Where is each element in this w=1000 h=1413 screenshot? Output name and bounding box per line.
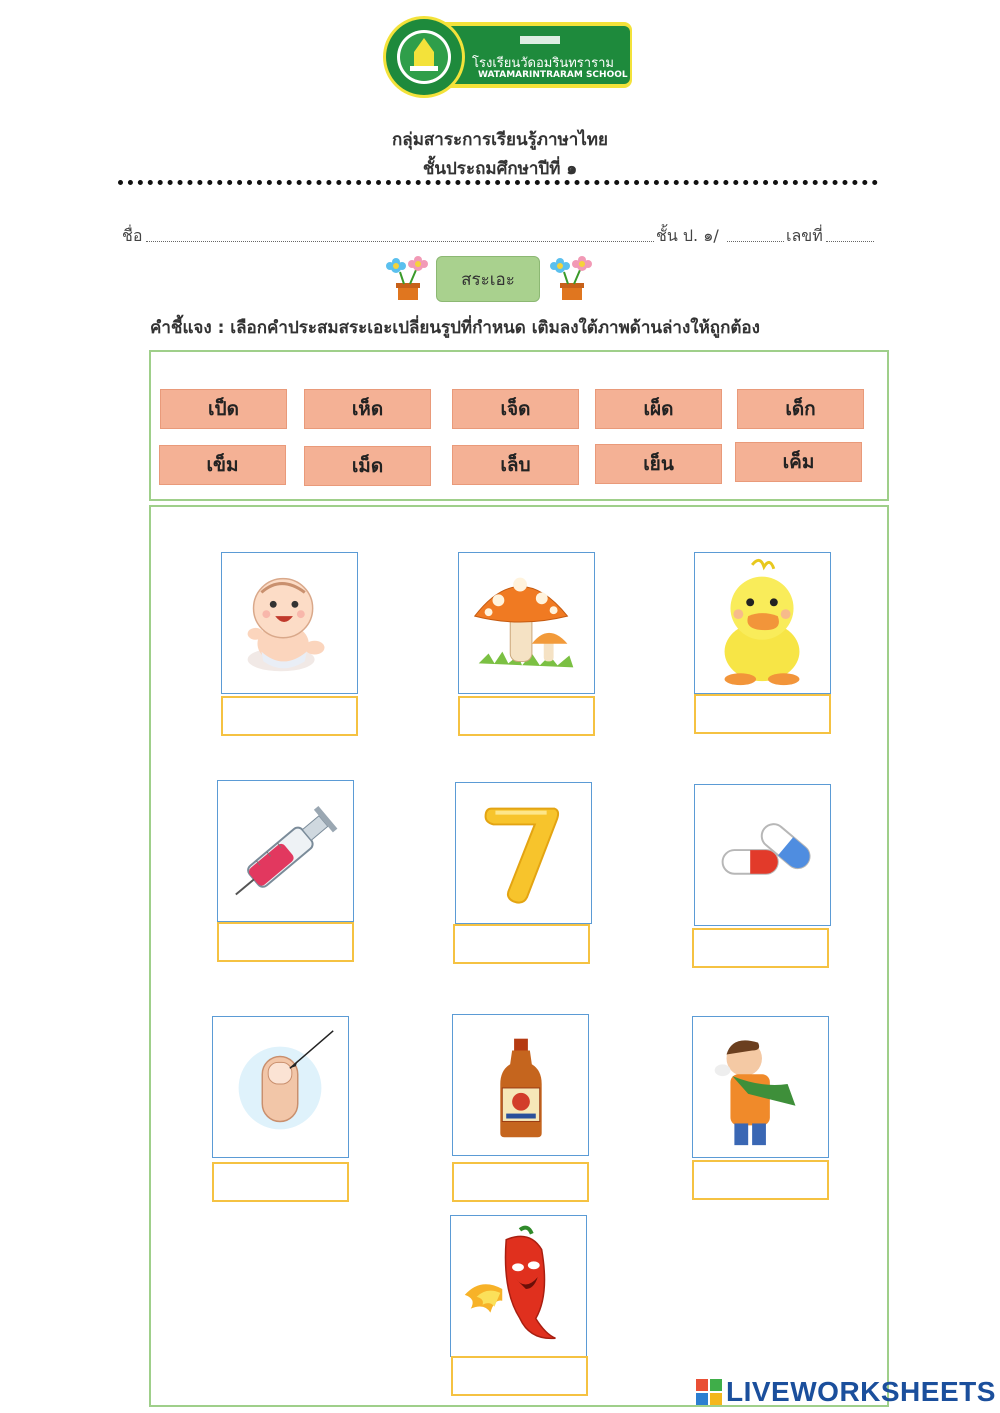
number-blank[interactable] bbox=[826, 241, 874, 242]
school-logo bbox=[380, 14, 636, 100]
number-label: เลขที่ bbox=[786, 226, 823, 245]
answer-box[interactable] bbox=[451, 1356, 588, 1396]
syringe-picture bbox=[217, 780, 354, 922]
subject-title: กลุ่มสาระการเรียนรู้ภาษาไทย bbox=[392, 130, 608, 150]
word-chip[interactable]: เจ็ด bbox=[452, 389, 579, 429]
word-chip[interactable]: เห็ด bbox=[304, 389, 431, 429]
instruction-text: คำชี้แจง : เลือกคำประสมสระเอะเปลี่ยนรูปที่กำหนด เติมลงใต้ภาพด้านล่างให้ถูกต้อง bbox=[150, 318, 760, 338]
topic-title-button: สระเอะ bbox=[436, 256, 540, 302]
word-chip[interactable]: เย็น bbox=[595, 444, 722, 484]
cold-person-picture bbox=[692, 1016, 829, 1158]
word-bank-panel bbox=[149, 350, 889, 501]
fish-sauce-bottle-picture bbox=[452, 1014, 589, 1156]
answer-box[interactable] bbox=[692, 928, 829, 968]
flower-pot-icon bbox=[382, 256, 432, 302]
word-chip[interactable]: เข็ม bbox=[159, 445, 286, 485]
watermark-text: LIVEWORKSHEETS bbox=[726, 1376, 996, 1407]
answer-box[interactable] bbox=[458, 696, 595, 736]
answer-box[interactable] bbox=[694, 694, 831, 734]
liveworksheets-watermark bbox=[696, 1376, 996, 1408]
word-chip[interactable]: เค็ม bbox=[735, 442, 862, 482]
word-chip[interactable]: เผ็ด bbox=[595, 389, 722, 429]
school-name-english: WATAMARINTRARAM SCHOOL bbox=[478, 70, 628, 80]
class-label: ชั้น ป. ๑/ bbox=[656, 226, 719, 245]
name-label: ชื่อ bbox=[122, 226, 143, 245]
name-blank[interactable] bbox=[146, 241, 654, 242]
answer-box[interactable] bbox=[453, 924, 590, 964]
answer-box[interactable] bbox=[452, 1162, 589, 1202]
pill-picture bbox=[694, 784, 831, 926]
word-chip[interactable]: เม็ด bbox=[304, 446, 431, 486]
mushroom-picture bbox=[458, 552, 595, 694]
answer-box[interactable] bbox=[221, 696, 358, 736]
answer-box[interactable] bbox=[692, 1160, 829, 1200]
answer-box[interactable] bbox=[212, 1162, 349, 1202]
chili-picture bbox=[450, 1215, 587, 1357]
word-chip[interactable]: เล็บ bbox=[452, 445, 579, 485]
flower-pot-icon bbox=[546, 256, 596, 302]
fingernail-picture bbox=[212, 1016, 349, 1158]
liveworksheets-logo-icon bbox=[696, 1379, 722, 1405]
word-chip[interactable]: เป็ด bbox=[160, 389, 287, 429]
school-name-thai: โรงเรียนวัดอมรินทราราม bbox=[472, 56, 614, 71]
dotted-divider bbox=[118, 180, 878, 185]
answer-box[interactable] bbox=[217, 922, 354, 962]
number-seven-picture bbox=[455, 782, 592, 924]
word-chip[interactable]: เด็ก bbox=[737, 389, 864, 429]
grade-title: ชั้นประถมศึกษาปีที่ ๑ bbox=[422, 159, 578, 179]
class-blank[interactable] bbox=[727, 241, 784, 242]
duckling-picture bbox=[694, 552, 831, 694]
baby-picture bbox=[221, 552, 358, 694]
